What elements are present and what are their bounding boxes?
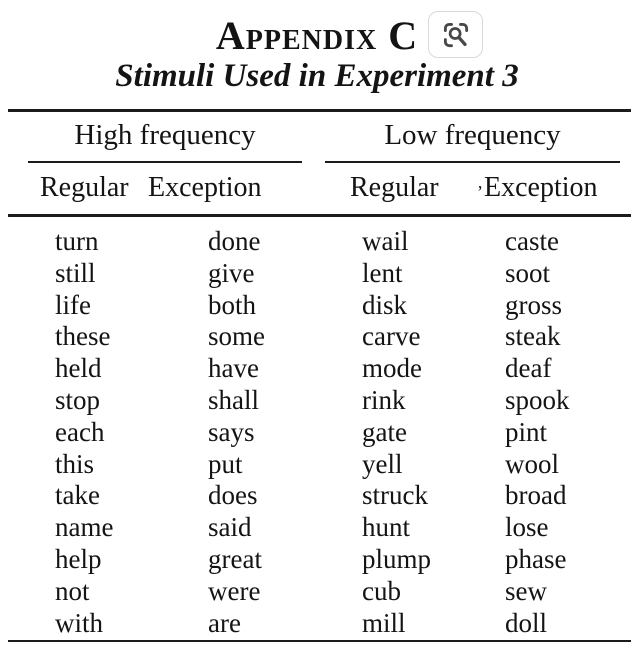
word-cell: still <box>55 257 96 288</box>
word-cell: lose <box>505 512 549 543</box>
word-cell: with <box>55 607 104 638</box>
table-rule-bottom <box>8 640 631 642</box>
scan-artifact-mark: ‚ <box>477 172 483 192</box>
word-cell: mill <box>362 607 406 638</box>
word-cell: spook <box>505 384 570 415</box>
word-cell: each <box>55 416 105 447</box>
word-cell: said <box>208 512 252 543</box>
word-cell: disk <box>362 289 408 320</box>
column-header-low-exception <box>477 172 598 204</box>
column-header-low-regular: Regular <box>350 172 439 203</box>
word-cell: lent <box>362 257 403 288</box>
word-cell: carve <box>362 321 421 352</box>
word-cell: does <box>208 480 258 511</box>
word-cell: gate <box>362 416 407 447</box>
word-cell: this <box>55 448 95 479</box>
word-cell: steak <box>505 321 561 352</box>
high-frequency-underline-rule <box>28 161 302 163</box>
word-cell: are <box>208 607 241 638</box>
word-cell: some <box>208 321 265 352</box>
word-cell: mode <box>362 353 422 384</box>
group-header-high-frequency: High frequency <box>74 119 256 151</box>
word-cell: says <box>208 416 255 447</box>
low-frequency-underline-rule <box>325 161 620 163</box>
zoom-image-button[interactable] <box>428 11 483 58</box>
word-cell: hunt <box>362 512 411 543</box>
table-rule-below-headers <box>8 214 631 217</box>
word-cell: both <box>208 289 257 320</box>
stimuli-word-grid <box>55 226 627 639</box>
appendix-title: Appendix C <box>215 13 419 58</box>
word-cell: help <box>55 543 102 574</box>
word-cell: struck <box>362 480 428 511</box>
word-cell: have <box>208 353 259 384</box>
word-cell: broad <box>505 480 567 511</box>
word-cell: doll <box>505 607 548 638</box>
word-cell: rink <box>362 384 406 415</box>
word-cell: wool <box>505 448 559 479</box>
word-cell: done <box>208 226 261 256</box>
word-cell: deaf <box>505 353 552 384</box>
column-header-label: Exception <box>484 172 598 203</box>
column-header-high-exception: Exception <box>148 172 262 203</box>
word-cell: put <box>208 448 243 479</box>
word-cell: name <box>55 512 114 543</box>
word-cell: take <box>55 480 100 511</box>
word-cell: these <box>55 321 111 352</box>
word-cell: plump <box>362 543 432 574</box>
word-cell: were <box>208 575 261 606</box>
table-rule-top <box>8 109 631 112</box>
word-cell: caste <box>505 226 559 256</box>
word-cell: stop <box>55 384 101 415</box>
column-header-high-regular: Regular <box>40 172 129 203</box>
word-cell: sew <box>505 575 547 606</box>
word-cell: gross <box>505 289 563 320</box>
word-cell: wail <box>362 226 409 256</box>
word-cell: life <box>55 289 91 320</box>
word-cell: soot <box>505 257 551 288</box>
word-cell: phase <box>505 543 567 574</box>
word-cell: held <box>55 353 102 384</box>
word-cell: shall <box>208 384 259 415</box>
word-cell: pint <box>505 416 548 447</box>
group-header-low-frequency: Low frequency <box>384 119 561 151</box>
word-cell: cub <box>362 575 401 606</box>
word-cell: turn <box>55 226 99 256</box>
word-cell: great <box>208 543 262 574</box>
magnifier-scan-icon <box>441 20 471 50</box>
word-cell: give <box>208 257 255 288</box>
word-cell: not <box>55 575 90 606</box>
word-cell: yell <box>362 448 403 479</box>
table-caption: Stimuli Used in Experiment 3 <box>115 58 519 94</box>
